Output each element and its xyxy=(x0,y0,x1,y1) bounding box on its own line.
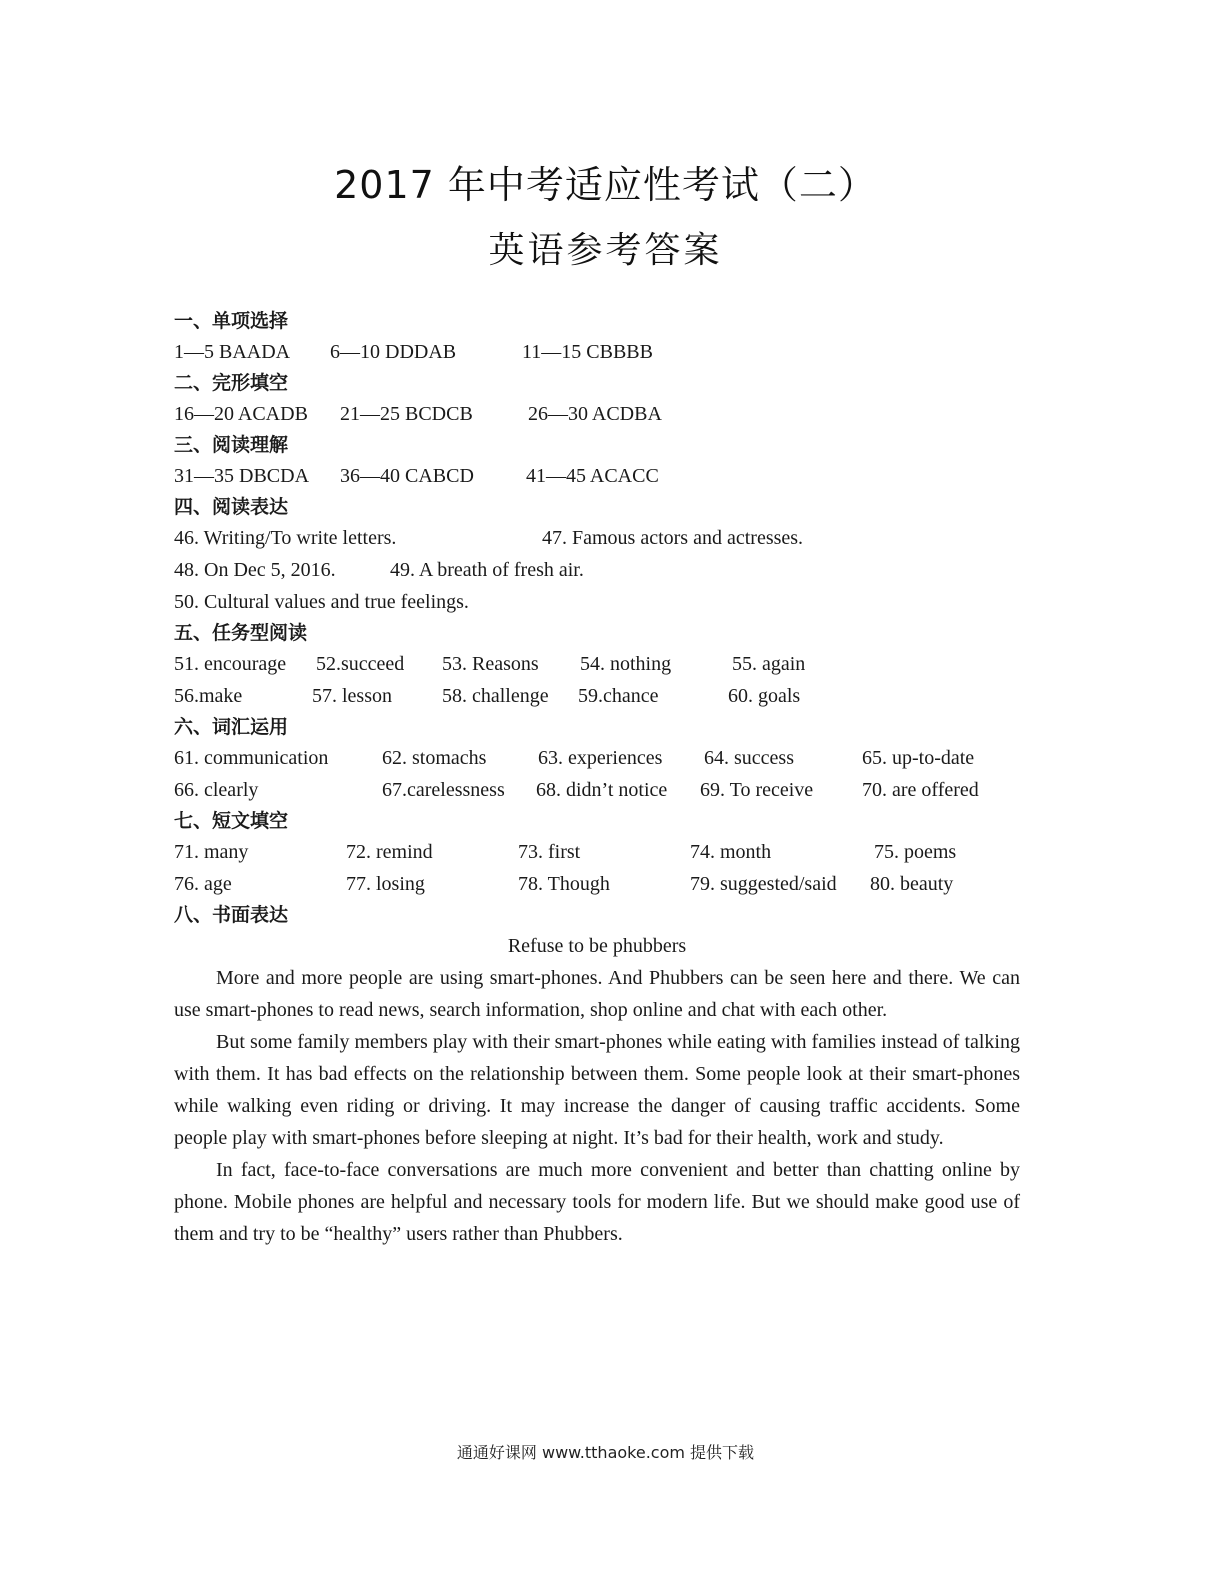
answer-item: 55. again xyxy=(732,653,806,675)
essay-title: Refuse to be phubbers xyxy=(507,935,687,957)
answer-item: 67.carelessness xyxy=(382,779,505,801)
answer-item: 56.make xyxy=(174,685,243,707)
section-heading-reading-expression: 四、阅读表达 xyxy=(174,496,289,518)
answer-item: 78. Though xyxy=(518,873,610,895)
answer-item: 11—15 CBBBB xyxy=(522,341,653,363)
answer-row xyxy=(174,648,1020,680)
answer-item: 74. month xyxy=(690,841,772,863)
answer-item: 80. beauty xyxy=(870,873,954,895)
essay-paragraph: But some family members play with their smart-phones while eating with families instead of talking with them. It has bad effects on the relationship between them. Some people look at their smart-phones while walking even riding or driving. It may increase the danger of causing traffic accidents. Some people play with smart-phones before sleeping at night. It’s bad for their health, work and study. xyxy=(174,1031,1020,1149)
section-heading-cloze: 二、完形填空 xyxy=(174,372,289,394)
answer-row xyxy=(174,868,1020,900)
section-heading-single-choice: 一、单项选择 xyxy=(174,310,289,332)
answer-item: 65. up-to-date xyxy=(862,747,975,769)
answer-item: 21—25 BCDCB xyxy=(340,403,473,425)
answer-item: 72. remind xyxy=(346,841,433,863)
answer-item: 16—20 ACADB xyxy=(174,403,308,425)
answer-item: 73. first xyxy=(518,841,581,863)
answer-item: 31—35 DBCDA xyxy=(174,465,310,487)
answer-item: 69. To receive xyxy=(700,779,814,801)
page-title: 2017 年中考适应性考试（二） xyxy=(334,163,877,207)
answer-item: 47. Famous actors and actresses. xyxy=(542,527,804,549)
section-heading-passage-fill: 七、短文填空 xyxy=(174,810,289,832)
section-heading-writing: 八、书面表达 xyxy=(174,904,289,926)
page-subtitle: 英语参考答案 xyxy=(488,230,723,271)
answer-item: 71. many xyxy=(174,841,249,863)
answer-item: 46. Writing/To write letters. xyxy=(174,527,397,549)
answer-item: 26—30 ACDBA xyxy=(528,403,662,425)
essay-paragraph: More and more people are using smart-phones. And Phubbers can be seen here and there. We can use smart-phones to read news, search information, shop online and chat with each other. xyxy=(174,967,1020,1021)
section-heading-vocabulary: 六、词汇运用 xyxy=(174,716,289,738)
essay-paragraph: In fact, face-to-face conversations are much more convenient and better than chatting online by phone. Mobile phones are helpful and necessary tools for modern life. But we should make good use of them and try to be “healthy” users rather than Phubbers. xyxy=(174,1159,1020,1245)
answer-row xyxy=(174,742,1020,774)
answer-row xyxy=(174,836,1020,868)
answer-item: 79. suggested/said xyxy=(690,873,837,895)
answer-item: 53. Reasons xyxy=(442,653,539,675)
answer-item: 6—10 DDDAB xyxy=(330,341,457,363)
footer-source: 通通好课网 www.tthaoke.com 提供下载 xyxy=(456,1443,755,1462)
answer-row xyxy=(174,586,1020,618)
answer-item: 76. age xyxy=(174,873,232,895)
answer-item: 64. success xyxy=(704,747,794,769)
answer-item: 48. On Dec 5, 2016. xyxy=(174,559,336,581)
answer-item: 50. Cultural values and true feelings. xyxy=(174,591,469,613)
answer-item: 61. communication xyxy=(174,747,329,769)
answer-item: 49. A breath of fresh air. xyxy=(390,559,584,581)
answer-row xyxy=(174,522,1020,554)
answer-item: 62. stomachs xyxy=(382,747,487,769)
section-heading-task-reading: 五、任务型阅读 xyxy=(174,622,308,644)
answer-item: 66. clearly xyxy=(174,779,259,801)
answer-item: 36—40 CABCD xyxy=(340,465,474,487)
answer-row xyxy=(174,336,1020,368)
answer-row xyxy=(174,460,1020,492)
answer-row xyxy=(174,680,1020,712)
answer-item: 70. are offered xyxy=(862,779,979,801)
answer-key xyxy=(174,306,1020,1250)
answer-item: 75. poems xyxy=(874,841,957,863)
answer-item: 1—5 BAADA xyxy=(174,341,291,363)
answer-item: 51. encourage xyxy=(174,653,287,675)
answer-item: 54. nothing xyxy=(580,653,672,675)
answer-row xyxy=(174,554,1020,586)
answer-item: 60. goals xyxy=(728,685,801,707)
answer-item: 59.chance xyxy=(578,685,659,707)
answer-item: 58. challenge xyxy=(442,685,549,707)
answer-item: 41—45 ACACC xyxy=(526,465,659,487)
answer-item: 77. losing xyxy=(346,873,425,895)
answer-item: 57. lesson xyxy=(312,685,392,707)
answer-row xyxy=(174,398,1020,430)
answer-item: 68. didn’t notice xyxy=(536,779,668,801)
answer-item: 63. experiences xyxy=(538,747,663,769)
answer-item: 52.succeed xyxy=(316,653,405,675)
section-heading-reading: 三、阅读理解 xyxy=(174,434,289,456)
answer-row xyxy=(174,774,1020,806)
